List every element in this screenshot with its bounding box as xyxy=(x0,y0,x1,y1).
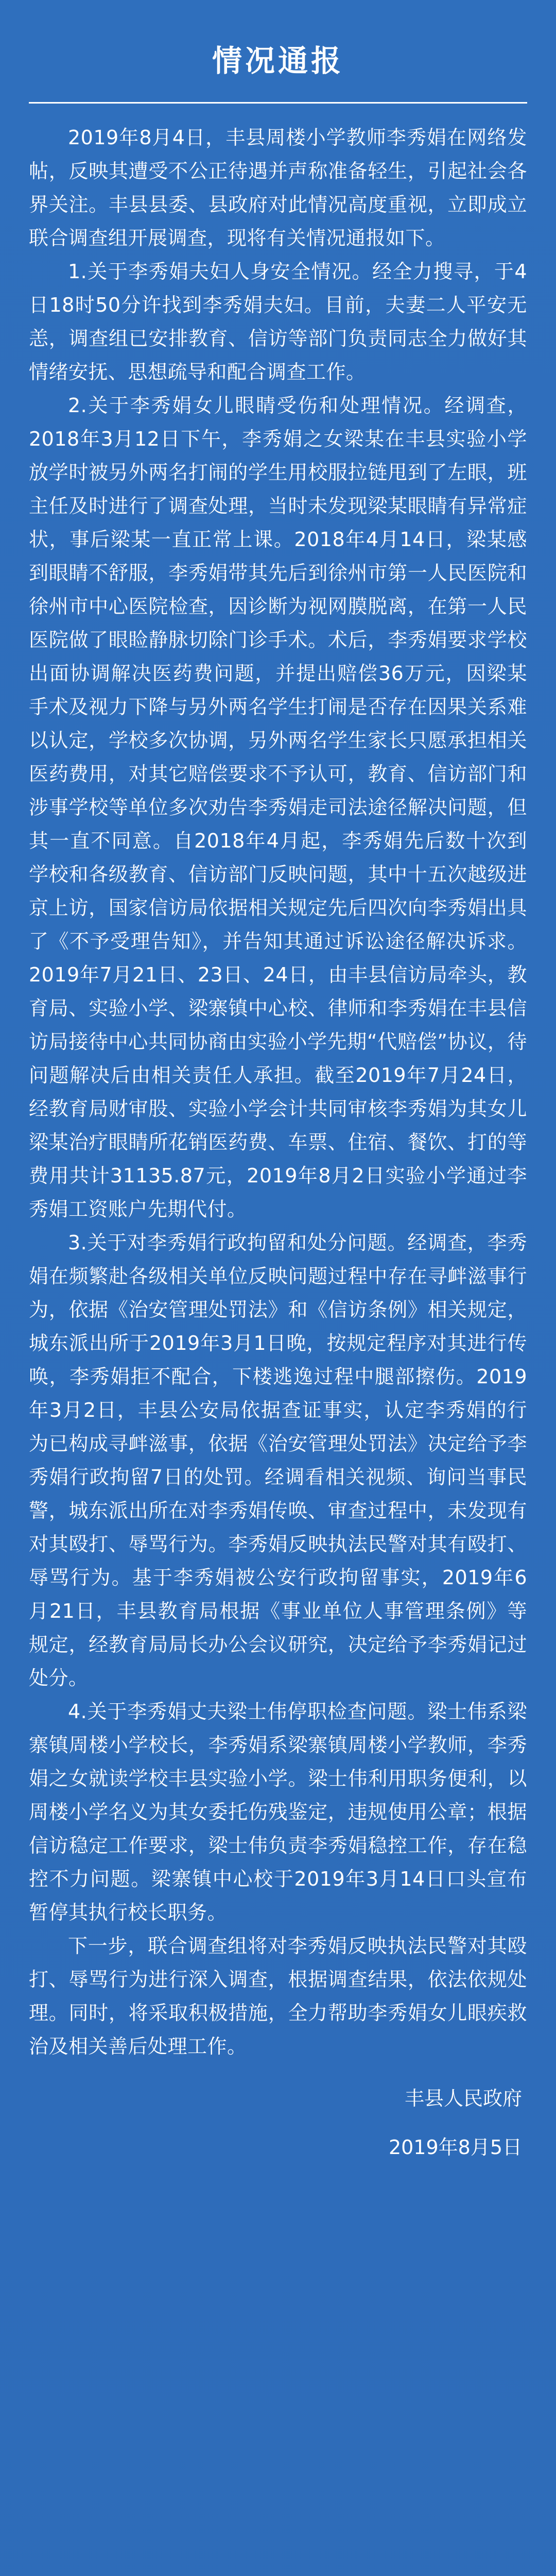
paragraph-suspension: 4.关于李秀娟丈夫梁士伟停职检查问题。梁士伟系梁寨镇周楼小学校长，李秀娟系梁寨镇周楼小学教师，李秀娟之女就读学校丰县实验小学。梁士伟利用职务便利，以周楼小学名义为其女委托伤残鉴定，违规使用公章；根据信访稳定工作要求，梁士伟负责李秀娟稳控工作，存在稳控不力问题。梁寨镇中心校于2019年3月14日口头宣布暂停其执行校长职务。 xyxy=(29,1700,527,1924)
title-divider xyxy=(29,102,527,104)
issuer-name: 丰县人民政府 xyxy=(404,2087,522,2110)
notice-body xyxy=(29,121,527,2063)
issue-date: 2019年8月5日 xyxy=(388,2136,522,2159)
paragraph-eye-injury: 2.关于李秀娟女儿眼睛受伤和处理情况。经调查，2018年3月12日下午，李秀娟之女梁某在丰县实验小学放学时被另外两名打闹的学生用校服拉链甩到了左眼，班主任及时进行了调查处理，当时未发现梁某眼睛有异常症状，事后梁某一直正常上课。2018年4月14日，梁某感到眼睛不舒服，李秀娟带其先后到徐州市第一人民医院和徐州市中心医院检查，因诊断为视网膜脱离，在第一人民医院做了眼睑静脉切除门诊手术。术后，李秀娟要求学校出面协调解决医药费问题，并提出赔偿36万元，因梁某手术及视力下降与另外两名学生打闹是否存在因果关系难以认定，学校多次协调，另外两名学生家长只愿承担相关医药费用，对其它赔偿要求不予认可，教育、信访部门和涉事学校等单位多次劝告李秀娟走司法途径解决问题，但其一直不同意。自2018年4月起，李秀娟先后数十次到学校和各级教育、信访部门反映问题，其中十五次越级进京上访，国家信访局依据相关规定先后四次向李秀娟出具了《不予受理告知》，并告知其通过诉讼途径解决诉求。2019年7月21日、23日、24日，由丰县信访局牵头，教育局、实验小学、梁寨镇中心校、律师和李秀娟在丰县信访局接待中心共同协商由实验小学先期“代赔偿”协议，待问题解决后由相关责任人承担。截至2019年7月24日，经教育局财审股、实验小学会计共同审核李秀娟为其女儿梁某治疗眼睛所花销医药费、车票、住宿、餐饮、打的等费用共计31135.87元，2019年8月2日实验小学通过李秀娟工资账户先期代付。 xyxy=(29,394,527,1221)
paragraph-intro: 2019年8月4日，丰县周楼小学教师李秀娟在网络发帖，反映其遭受不公正待遇并声称准备轻生，引起社会各界关注。丰县县委、县政府对此情况高度重视，立即成立联合调查组开展调查，现将有关情况通报如下。 xyxy=(29,126,527,249)
paragraph-detention: 3.关于对李秀娟行政拘留和处分问题。经调查，李秀娟在频繁赴各级相关单位反映问题过程中存在寻衅滋事行为，依据《治安管理处罚法》和《信访条例》相关规定，城东派出所于2019年3月1日晚，按规定程序对其进行传唤，李秀娟拒不配合，下楼逃逸过程中腿部擦伤。2019年3月2日，丰县公安局依据查证事实，认定李秀娟的行为已构成寻衅滋事，依据《治安管理处罚法》决定给予李秀娟行政拘留7日的处罚。经调看相关视频、询问当事民警，城东派出所在对李秀娟传唤、审查过程中，未发现有对其殴打、辱骂行为。李秀娟反映执法民警对其有殴打、辱骂行为。基于李秀娟被公安行政拘留事实，2019年6月21日，丰县教育局根据《事业单位人事管理条例》等规定，经教育局局长办公会议研究，决定给予李秀娟记过处分。 xyxy=(29,1231,527,1689)
notice-title: 情况通报 xyxy=(212,43,344,78)
paragraph-next-steps: 下一步，联合调查组将对李秀娟反映执法民警对其殴打、辱骂行为进行深入调查，根据调查结果，依法依规处理。同时，将采取积极措施，全力帮助李秀娟女儿眼疾救治及相关善后处理工作。 xyxy=(29,1935,527,2058)
signature-block xyxy=(29,2082,527,2164)
paragraph-safety: 1.关于李秀娟夫妇人身安全情况。经全力搜寻，于4日18时50分许找到李秀娟夫妇。目前，夫妻二人平安无恙，调查组已安排教育、信访等部门负责同志全力做好其情绪安抚、思想疏导和配合调查工作。 xyxy=(29,260,527,383)
